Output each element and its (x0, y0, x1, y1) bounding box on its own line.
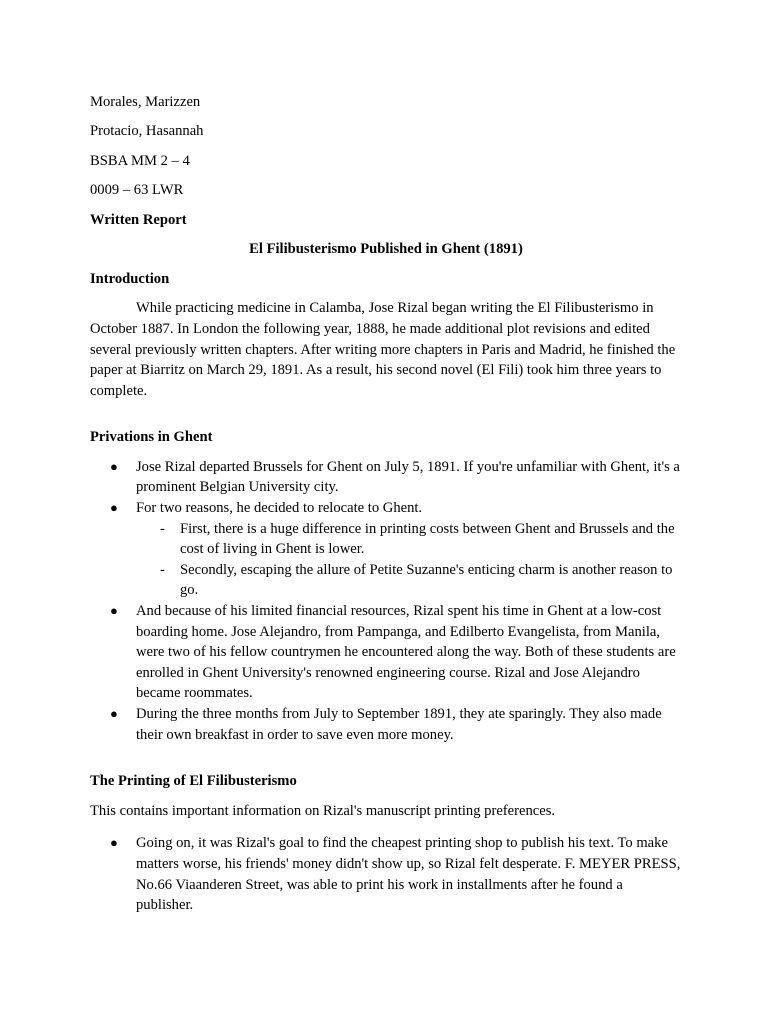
list-item (90, 498, 682, 601)
privations-heading: Privations in Ghent (90, 429, 213, 446)
dash-icon: - (160, 520, 165, 537)
list-item (90, 833, 682, 915)
printing-intro: This contains important information on Rizal's manuscript printing preferences. (90, 802, 556, 819)
introduction-paragraph: While practicing medicine in Calamba, Jose Rizal began writing the El Filibusterismo in October 1887. In London the following year, 1888, he made additional plot revisions and edited several previously written chapters. After writing more chapters in Paris and Madrid, he finished the paper at Biarritz on March 29, 1891. As a result, his second novel (El Fili) took him three years to complete. (90, 300, 676, 399)
list-item (90, 601, 682, 704)
list-item-text: First, there is a huge difference in printing costs between Ghent and Brussels and the cost of living in Ghent is lower. (180, 520, 675, 558)
list-item-text: Going on, it was Rizal's goal to find the cheapest printing shop to publish his text. To make matters worse, his friends' money didn't show up, so Rizal felt desperate. F. MEYER PRESS, No.66 Viaanderen Street, was able to print his work in installments after he found a publisher. (136, 835, 681, 914)
list-item-text: Secondly, escaping the allure of Petite Suzanne's enticing charm is another reason to go. (180, 561, 673, 599)
list-item-text: For two reasons, he decided to relocate to Ghent. (136, 500, 423, 517)
dash-icon: - (160, 561, 165, 578)
author-name-1: Morales, Marizzen (90, 94, 201, 110)
privations-list (90, 457, 682, 745)
author-name-2: Protacio, Hasannah (90, 123, 204, 140)
list-item-text: Jose Rizal departed Brussels for Ghent on July 5, 1891. If you're unfamiliar with Ghent, it's a prominent Belgian University city. (136, 458, 680, 496)
printing-list (90, 833, 682, 915)
bullet-icon: ● (110, 603, 118, 618)
list-item (136, 519, 682, 560)
introduction-heading: Introduction (90, 270, 170, 287)
list-item-text: During the three months from July to September 1891, they ate sparingly. They also made their own breakfast in order to save even more money. (136, 705, 662, 743)
report-type: Written Report (90, 211, 187, 228)
document-page (90, 92, 682, 916)
list-item-text: And because of his limited financial resources, Rizal spent his time in Ghent at a low-cost boarding home. Jose Alejandro, from Pampanga, and Edilberto Evangelista, from Manila, were two of his fellow countrymen he encountered along the way. Both of these students are enrolled in Ghent University's renowned engineering course. Rizal and Jose Alejandro became roommates. (136, 603, 676, 702)
list-item (90, 704, 682, 745)
course-section: BSBA MM 2 – 4 (90, 152, 190, 169)
bullet-icon: ● (110, 705, 118, 721)
class-code: 0009 – 63 LWR (90, 182, 184, 199)
bullet-icon: ● (110, 458, 118, 474)
bullet-icon: ● (110, 835, 118, 851)
document-title: El Filibusterismo Published in Ghent (1891) (249, 241, 523, 258)
reasons-list (136, 519, 682, 601)
printing-heading: The Printing of El Filibusterismo (90, 773, 297, 790)
list-item (90, 457, 682, 498)
bullet-icon: ● (110, 500, 118, 516)
list-item (136, 560, 682, 601)
